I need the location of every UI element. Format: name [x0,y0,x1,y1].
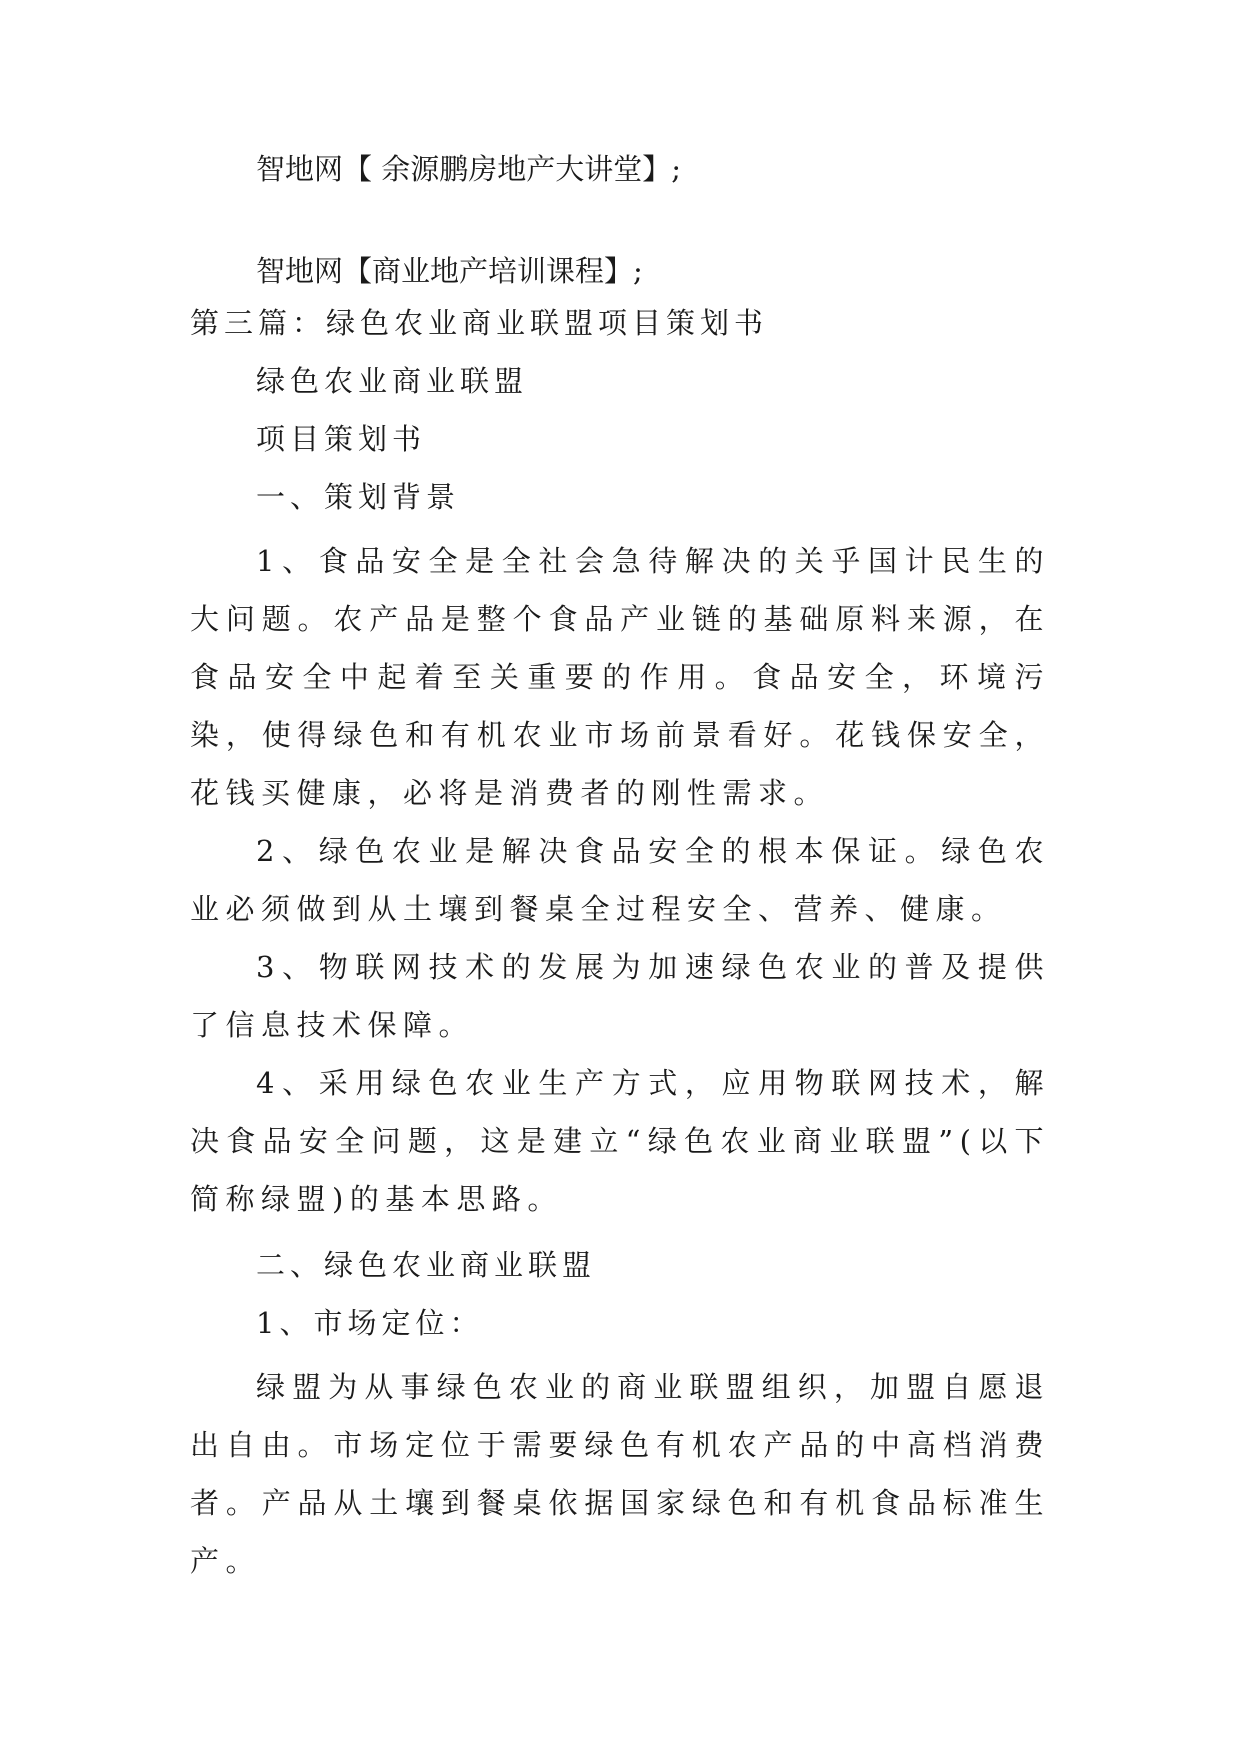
chapter-heading: 第三篇：绿色农业商业联盟项目策划书 [190,306,769,340]
document-title-line2: 项目策划书 [256,422,427,456]
section-heading-alliance: 二、绿色农业商业联盟 [256,1248,597,1282]
paragraph-market-position: 绿盟为从事绿色农业的商业联盟组织，加盟自愿退出自由。市场定位于需要绿色有机农产品的中高档消费者。产品从土壤到餐桌依据国家绿色和有机食品标准生产。 [190,1370,1050,1578]
document-title-line1: 绿色农业商业联盟 [256,364,529,398]
paragraph-iot-technology: 3、物联网技术的发展为加速绿色农业的普及提供了信息技术保障。 [190,950,1050,1042]
paragraph-basic-approach: 4、采用绿色农业生产方式，应用物联网技术，解决食品安全问题，这是建立“绿色农业商业联盟”(以下简称绿盟)的基本思路。 [190,1066,1050,1216]
link-line-training[interactable]: 智地网【商业地产培训课程】; [256,254,643,288]
paragraph-food-safety: 1、食品安全是全社会急待解决的关乎国计民生的大问题。农产品是整个食品产业链的基础原料来源，在食品安全中起着至关重要的作用。食品安全，环境污染，使得绿色和有机农业市场前景看好。花钱保安全，花钱买健康，必将是消费者的刚性需求。 [190,544,1050,810]
subsection-heading-market-position: 1、市场定位： [256,1306,484,1340]
section-heading-background: 一、策划背景 [256,480,461,514]
link-line-lecture[interactable]: 智地网【 余源鹏房地产大讲堂】; [256,152,681,186]
paragraph-green-agriculture: 2、绿色农业是解决食品安全的根本保证。绿色农业必须做到从土壤到餐桌全过程安全、营养、健康。 [190,834,1050,926]
